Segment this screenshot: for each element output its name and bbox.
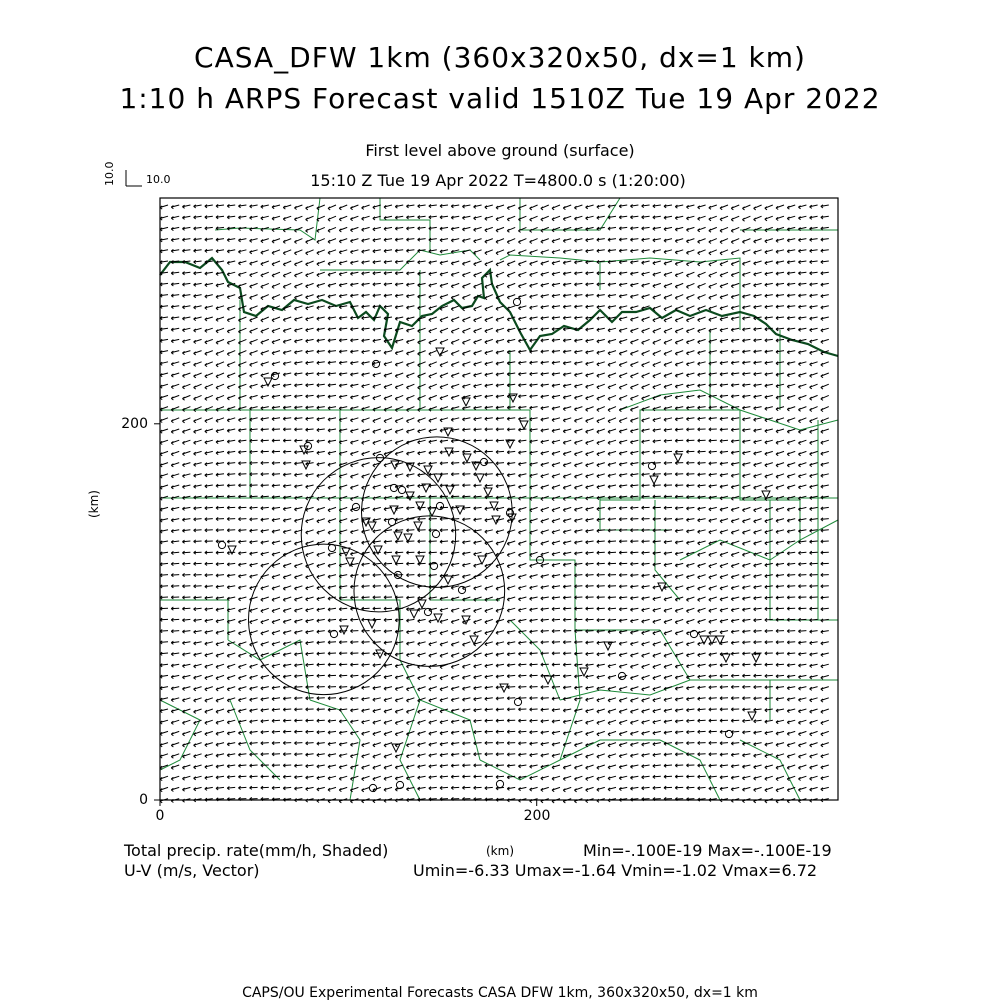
wind-caption: U-V (m/s, Vector) [124, 861, 260, 880]
station-circle [330, 630, 337, 637]
station-triangle [520, 421, 528, 429]
station-triangle [391, 461, 399, 469]
station-circle [458, 586, 465, 593]
station-triangle [722, 654, 730, 662]
station-circle [648, 462, 655, 469]
station-triangle [428, 508, 436, 516]
station-triangle [650, 476, 658, 484]
x-axis-label: (km) [486, 844, 515, 858]
station-circle [271, 372, 278, 379]
station-markers [218, 298, 770, 791]
station-circle [424, 608, 431, 615]
station-triangle [484, 488, 492, 496]
wind-range: Umin=-6.33 Umax=-1.64 Vmin=-1.02 Vmax=6.72 [413, 861, 818, 880]
station-triangle [436, 348, 444, 356]
y-axis-label: (km) [87, 489, 102, 519]
station-circle [432, 530, 439, 537]
station-triangle [500, 684, 508, 692]
station-triangle [410, 610, 418, 618]
credit-line: CAPS/OU Experimental Forecasts CASA DFW 1km, 360x320x50, dx=1 km [242, 985, 758, 1001]
station-circle [396, 781, 403, 788]
station-triangle [342, 548, 350, 556]
title-line-1: CASA_DFW 1km (360x320x50, dx=1 km) [194, 41, 806, 74]
station-triangle [580, 668, 588, 676]
station-triangle [418, 600, 426, 608]
station-triangle [376, 650, 384, 658]
station-circle [514, 698, 521, 705]
station-circle [496, 780, 503, 787]
station-triangle [446, 486, 454, 494]
y-tick-label: 200 [121, 416, 148, 432]
station-triangle [470, 636, 478, 644]
precip-range: Min=-.100E-19 Max=-.100E-19 [583, 841, 832, 860]
x-tick-label: 200 [523, 808, 551, 824]
station-circle [398, 486, 405, 493]
station-circle [690, 630, 697, 637]
radar-range-rings [249, 437, 513, 695]
station-triangle [748, 712, 756, 720]
vector-scale-u-label: 10.0 [146, 173, 171, 186]
station-circle [352, 503, 359, 510]
wind-vectors [160, 204, 829, 803]
precip-caption: Total precip. rate(mm/h, Shaded) [124, 841, 389, 860]
station-triangle [368, 522, 376, 530]
station-triangle [444, 576, 452, 584]
station-circle [218, 541, 225, 548]
station-triangle [462, 398, 470, 406]
vector-scale-key [126, 170, 142, 186]
station-triangle [476, 474, 484, 482]
station-triangle [752, 654, 760, 662]
station-triangle [414, 522, 422, 530]
station-circle [436, 502, 443, 509]
station-circle [328, 544, 335, 551]
station-circle [388, 518, 395, 525]
station-triangle [302, 461, 310, 469]
vector-scale-v-label: 10.0 [103, 161, 116, 186]
station-triangle [463, 454, 471, 462]
station-triangle [394, 532, 402, 540]
station-circle [725, 730, 732, 737]
wind-vector-arrows [160, 204, 829, 803]
station-triangle [674, 454, 682, 462]
valid-time: 15:10 Z Tue 19 Apr 2022 T=4800.0 s (1:20:00) [310, 171, 686, 190]
station-triangle [416, 502, 424, 510]
title-line-2: 1:10 h ARPS Forecast valid 1510Z Tue 19 Apr 2022 [119, 82, 881, 115]
level-subtitle: First level above ground (surface) [365, 141, 635, 160]
y-tick-label: 0 [139, 792, 148, 808]
station-triangle [416, 556, 424, 564]
station-circle [513, 298, 520, 305]
x-tick-label: 0 [155, 808, 165, 824]
station-triangle [478, 556, 486, 564]
